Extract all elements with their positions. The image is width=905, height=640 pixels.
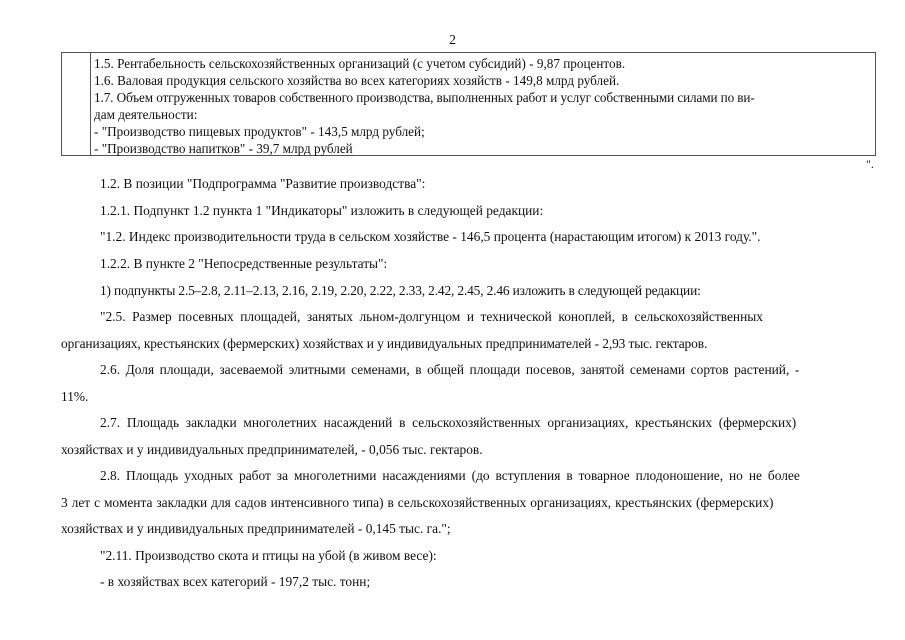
- indicators-table: [61, 52, 876, 156]
- table-row: 1.7. Объем отгруженных товаров собственного производства, выполненных работ и услуг собственными силами по ви-: [94, 90, 755, 105]
- paragraph-2-11: "2.11. Производство скота и птицы на убой (в живом весе):: [100, 548, 437, 563]
- closing-quote: ".: [866, 157, 874, 171]
- paragraph-1-2-2: 1.2.2. В пункте 2 "Непосредственные результаты":: [100, 256, 388, 271]
- table-row: 1.5. Рентабельность сельскохозяйственных организаций (с учетом субсидий) - 9,87 процентов.: [94, 56, 626, 71]
- paragraph-subpoints: 1) подпункты 2.5–2.8, 2.11–2.13, 2.16, 2.19, 2.20, 2.22, 2.33, 2.42, 2.45, 2.46 изложить в следующей редакции:: [100, 283, 701, 298]
- table-content-cell: [94, 55, 869, 157]
- paragraph-2-5-line2: организациях, крестьянских (фермерских) хозяйствах и у индивидуальных предпринимателей - 2,93 тыс. гектаров.: [61, 336, 708, 351]
- table-row: 1.6. Валовая продукция сельского хозяйства во всех категориях хозяйств - 149,8 млрд рублей.: [94, 73, 620, 88]
- paragraph-2-6-line2: 11%.: [61, 389, 89, 404]
- paragraph-2-5-line1: "2.5. Размер посевных площадей, занятых льном-долгунцом и технической коноплей, в сельскохозяйственных: [100, 309, 763, 324]
- table-row: дам деятельности:: [94, 107, 198, 122]
- paragraph-2-6-line1: 2.6. Доля площади, засеваемой элитными семенами, в общей площади посевов, занятой семенами сортов растений, -: [100, 362, 800, 377]
- paragraph-2-7-line2: хозяйствах и у индивидуальных предпринимателей, - 0,056 тыс. гектаров.: [61, 442, 483, 457]
- paragraph-2-7-line1: 2.7. Площадь закладки многолетних насаждений в сельскохозяйственных организациях, крестьянских (фермерских): [100, 415, 797, 430]
- table-row: - "Производство пищевых продуктов" - 143,5 млрд рублей;: [94, 124, 425, 139]
- paragraph-subprogram: 1.2. В позиции "Подпрограмма "Развитие производства":: [100, 176, 426, 191]
- paragraph-2-8-line2: 3 лет с момента закладки для садов интенсивного типа) в сельскохозяйственных организациях, крестьянских (фермерских): [61, 495, 774, 510]
- paragraph-2-11-all-categories: - в хозяйствах всех категорий - 197,2 тыс. тонн;: [100, 574, 371, 589]
- paragraph-1-2-1: 1.2.1. Подпункт 1.2 пункта 1 "Индикаторы" изложить в следующей редакции:: [100, 203, 544, 218]
- table-left-column: [62, 53, 91, 155]
- paragraph-index-quote: "1.2. Индекс производительности труда в сельском хозяйстве - 146,5 процента (нарастающим итогом) к 2013 году.".: [100, 229, 761, 244]
- page-number: 2: [449, 33, 456, 48]
- table-row: - "Производство напитков" - 39,7 млрд рублей: [94, 141, 353, 156]
- paragraph-2-8-line3: хозяйствах и у индивидуальных предпринимателей - 0,145 тыс. га.";: [61, 521, 451, 536]
- paragraph-2-8-line1: 2.8. Площадь уходных работ за многолетними насаждениями (до вступления в товарное плодоношение, но не более: [100, 468, 800, 483]
